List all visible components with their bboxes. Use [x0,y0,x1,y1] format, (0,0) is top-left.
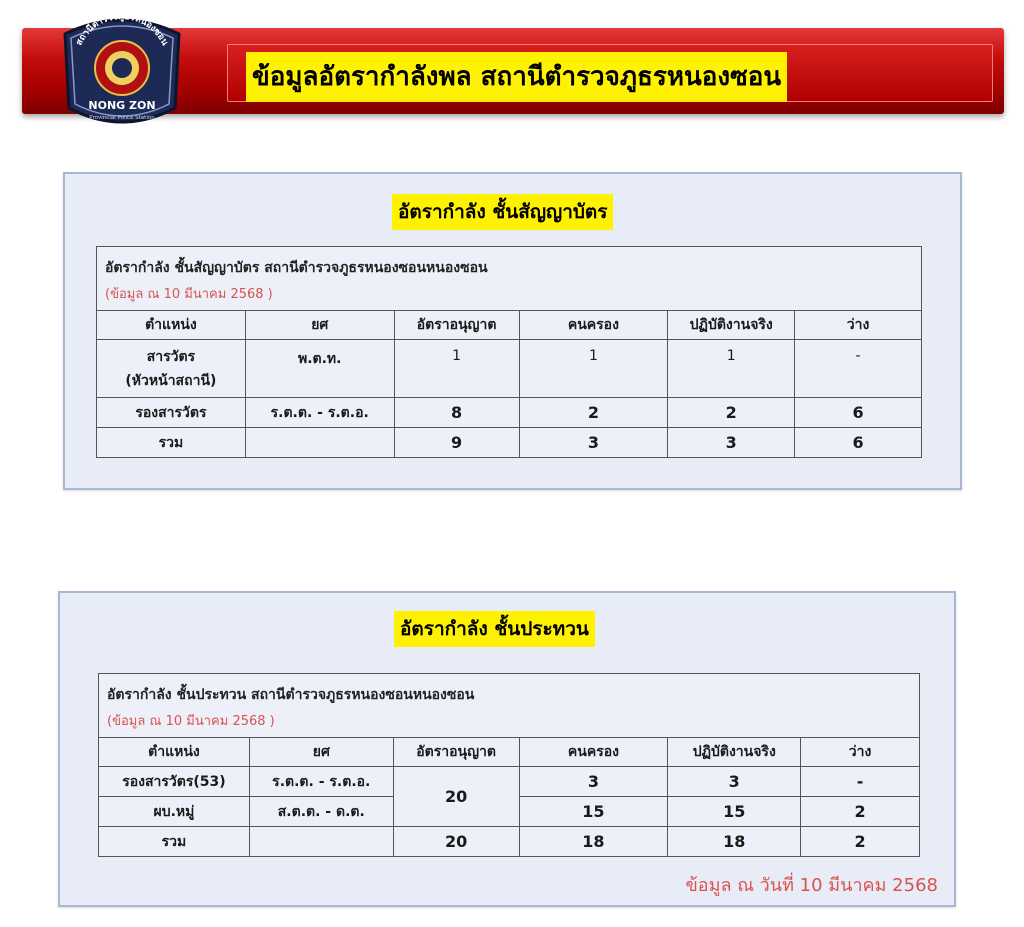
table-title: อัตรากำลัง ชั้นประทวน สถานีตำรวจภูธรหนองซอนหนองซอน [107,687,475,703]
col-header: ยศ [245,311,394,340]
col-header: ว่าง [801,738,920,767]
logo-sub-text: Provincial Police Station [89,115,155,121]
working-cell: 3 [668,767,801,797]
authorized-total: 9 [394,428,519,458]
vacant-total: 2 [801,827,920,857]
total-label: รวม [99,827,250,857]
position-label: สารวัตร [146,348,196,365]
position-sublabel: (หัวหน้าสถานี) [125,372,217,389]
non-commissioned-officers-panel [58,591,956,907]
section-heading: อัตรากำลัง ชั้นสัญญาบัตร [392,194,613,230]
position-cell: รองสารวัตร(53) [99,767,250,797]
page-title: ข้อมูลอัตรากำลังพล สถานีตำรวจภูธรหนองซอน [246,52,787,102]
rank-cell: ร.ต.ต. - ร.ต.อ. [249,767,393,797]
authorized-cell: 1 [394,340,519,398]
col-header: ตำแหน่ง [99,738,250,767]
position-cell: รองสารวัตร [97,398,246,428]
rank-cell [249,827,393,857]
col-header: ปฏิบัติงานจริง [668,738,801,767]
table-date: (ข้อมูล ณ 10 มีนาคม 2568 ) [107,714,275,729]
data-as-of-footnote: ข้อมูล ณ วันที่ 10 มีนาคม 2568 [685,875,938,896]
occupied-cell: 2 [519,398,668,428]
table-date: (ข้อมูล ณ 10 มีนาคม 2568 ) [105,287,273,302]
table-total-row [97,428,922,458]
vacant-total: 6 [795,428,922,458]
rank-cell: ส.ต.ต. - ด.ต. [249,797,393,827]
total-label: รวม [97,428,246,458]
col-header: อัตราอนุญาต [393,738,519,767]
col-header: อัตราอนุญาต [394,311,519,340]
vacant-cell: - [795,340,922,398]
table-title: อัตรากำลัง ชั้นสัญญาบัตร สถานีตำรวจภูธรหนองซอนหนองซอน [105,260,488,276]
col-header: ยศ [249,738,393,767]
table-header-row [99,738,920,767]
authorized-merged-cell: 20 [393,767,519,827]
working-cell: 15 [668,797,801,827]
table-row [97,398,922,428]
authorized-total: 20 [393,827,519,857]
vacant-cell: 2 [801,797,920,827]
rank-cell: พ.ต.ท. [245,340,394,398]
rank-cell [245,428,394,458]
col-header: คนครอง [519,311,668,340]
table-caption [99,674,920,738]
position-cell: ผบ.หมู่ [99,797,250,827]
col-header: ตำแหน่ง [97,311,246,340]
working-cell: 2 [668,398,795,428]
working-cell: 1 [668,340,795,398]
col-header: ปฏิบัติงานจริง [668,311,795,340]
occupied-total: 3 [519,428,668,458]
table-row [97,340,922,398]
col-header: ว่าง [795,311,922,340]
col-header: คนครอง [519,738,668,767]
occupied-cell: 1 [519,340,668,398]
occupied-cell: 3 [519,767,668,797]
rank-cell: ร.ต.ต. - ร.ต.อ. [245,398,394,428]
vacant-cell: - [801,767,920,797]
police-station-logo [57,12,187,136]
commissioned-officers-panel [63,172,962,490]
non-commissioned-officers-table [98,673,920,857]
section-heading: อัตรากำลัง ชั้นประทวน [394,611,595,647]
table-total-row [99,827,920,857]
authorized-cell: 8 [394,398,519,428]
table-header-row [97,311,922,340]
commissioned-officers-table [96,246,922,458]
logo-main-text: NONG ZON [88,99,156,112]
occupied-cell: 15 [519,797,668,827]
position-cell [97,340,246,398]
vacant-cell: 6 [795,398,922,428]
logo-arc-text: สถานีตำรวจภูธรหนองซอน [74,12,170,48]
table-caption [97,247,922,311]
table-row [99,767,920,797]
working-total: 3 [668,428,795,458]
occupied-total: 18 [519,827,668,857]
working-total: 18 [668,827,801,857]
